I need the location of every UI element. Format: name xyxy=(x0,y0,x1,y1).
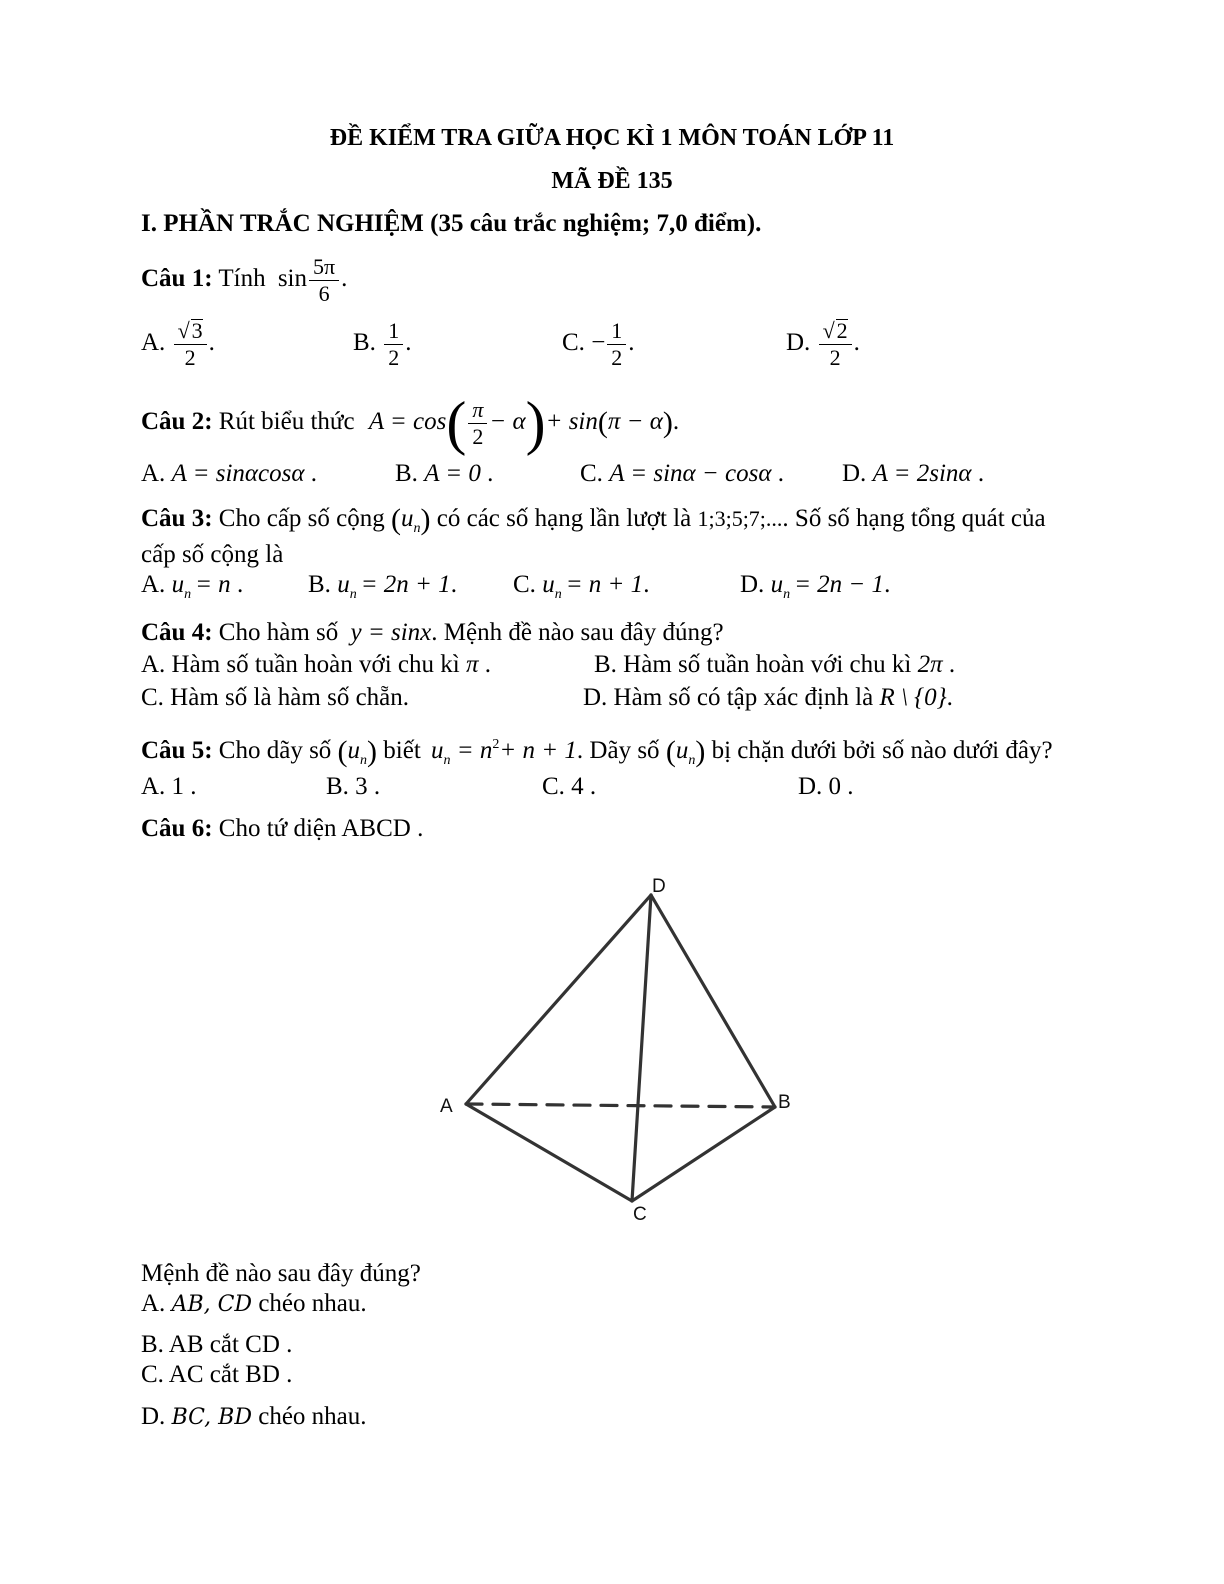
expression-rhs: + sin xyxy=(545,408,598,435)
sequence-terms: 1;3;5;7;... xyxy=(697,506,783,531)
option-expression: A = 0 xyxy=(424,460,481,487)
question-label: Câu 3: xyxy=(141,505,213,532)
question-text: . Dãy số xyxy=(576,737,660,764)
option-expression: = n + 1 xyxy=(565,571,644,598)
fraction-denominator: 2 xyxy=(611,345,623,370)
q6-option-b[interactable]: B. AB cắt CD . xyxy=(141,1331,293,1358)
radicand: 3 xyxy=(191,318,203,343)
fraction-numerator: 1 xyxy=(384,318,403,345)
formula-tail: + n + 1 xyxy=(499,737,577,764)
q4-option-a[interactable]: A. Hàm số tuần hoàn với chu kì π . xyxy=(141,651,492,678)
fraction-denominator: 2 xyxy=(184,345,196,370)
option-letter: B. xyxy=(395,460,425,487)
option-letter: B. xyxy=(308,571,331,598)
exam-code: MÃ ĐỀ 135 xyxy=(551,168,673,194)
option-letter: A. xyxy=(141,460,172,487)
option-text: D. Hàm số có tập xác định là xyxy=(583,684,874,711)
option-letter: A. xyxy=(141,329,166,357)
option-letter: A. xyxy=(141,1290,166,1317)
q1-option-c[interactable]: C. − $\frac{1}{2}$ . xyxy=(562,318,635,370)
option-math: BC, BD xyxy=(171,1405,252,1430)
option-value: R \ {0} xyxy=(879,684,947,711)
minus-sign: − xyxy=(591,329,606,357)
question-text: Cho cấp số cộng xyxy=(218,505,385,532)
edge-cd xyxy=(632,895,651,1201)
q2-option-d[interactable]: D. A = 2sinα . xyxy=(842,460,985,487)
option-letter: D. xyxy=(786,329,811,357)
question-label: Câu 5: xyxy=(141,737,213,764)
q6-option-c[interactable]: C. AC cắt BD . xyxy=(141,1361,293,1388)
left-paren: ( xyxy=(446,390,467,456)
q1-option-a[interactable]: A. $\frac{√3}{2}$ . xyxy=(141,318,215,370)
q6-option-d[interactable] xyxy=(141,1403,367,1431)
q5-option-d[interactable]: D. 0 . xyxy=(798,773,854,800)
question-text: Cho tứ diện ABCD . xyxy=(218,815,424,842)
option-expression: = n xyxy=(195,571,231,598)
vertex-label-b: B xyxy=(778,1092,791,1113)
option-text: A. Hàm số tuần hoàn với chu kì xyxy=(141,651,460,678)
q3-option-b[interactable]: B. $u_n = 2n + 1$. xyxy=(308,571,457,602)
question-2: Câu 2: Rút biểu thức A = cos( $\frac{\pi}{2}$ − α)+ sin(π − α). xyxy=(141,390,680,456)
vertex-label-a: A xyxy=(440,1096,453,1117)
q3-option-c[interactable]: C. $u_n = n + 1$. xyxy=(513,571,650,602)
expression-lhs: A = cos xyxy=(368,408,447,435)
option-text: chéo nhau. xyxy=(258,1290,367,1317)
vertex-label-d: D xyxy=(652,876,666,897)
fraction-numerator: 1 xyxy=(607,318,626,345)
fraction-numerator: π xyxy=(468,397,487,424)
question-text: Tính xyxy=(218,265,266,293)
option-letter: D. xyxy=(740,571,765,598)
edge-ac xyxy=(466,1104,632,1201)
question-label: Câu 2: xyxy=(141,408,213,435)
option-expression: = 2n − 1 xyxy=(794,571,885,598)
q3-option-d[interactable]: D. $u_n = 2n - 1$. xyxy=(740,571,891,602)
left-paren: ( xyxy=(391,503,401,536)
option-letter: D. xyxy=(842,460,873,487)
exam-title: ĐỀ KIỂM TRA GIỮA HỌC KÌ 1 MÔN TOÁN LỚP 11 xyxy=(329,125,895,151)
option-letter: A. xyxy=(141,571,166,598)
q2-option-b[interactable]: B. A = 0 . xyxy=(395,460,494,487)
section-heading: I. PHẦN TRẮC NGHIỆM (35 câu trắc nghiệm; 7,0 điểm). xyxy=(141,210,762,237)
option-value: π xyxy=(465,651,479,678)
q5-option-c[interactable]: C. 4 . xyxy=(542,773,597,800)
edge-ab-hidden xyxy=(466,1104,775,1107)
question-text: biết xyxy=(383,737,421,764)
radicand: 2 xyxy=(836,318,848,343)
option-expression: A = sinα − cosα xyxy=(609,460,772,487)
fraction-denominator: 2 xyxy=(829,345,841,370)
q4-option-d[interactable]: D. Hàm số có tập xác định là R \ {0}. xyxy=(583,684,953,711)
question-text: . Số số hạng tổng quát của xyxy=(782,505,1046,532)
edge-bd xyxy=(651,895,775,1107)
option-expression: A = sinαcosα xyxy=(171,460,305,487)
fraction-numerator: 5π xyxy=(309,254,339,281)
question-text: Cho hàm số xyxy=(218,619,339,646)
question-label: Câu 6: xyxy=(141,815,213,842)
inner-tail: − α xyxy=(489,408,526,435)
option-letter: C. xyxy=(580,460,610,487)
option-letter: B. xyxy=(353,329,376,357)
q2-option-c[interactable]: C. A = sinα − cosα . xyxy=(580,460,784,487)
fraction-denominator: 2 xyxy=(472,423,484,449)
edge-ad xyxy=(466,895,651,1104)
option-letter: C. xyxy=(562,329,585,357)
sin-argument: π − α xyxy=(607,408,663,435)
fraction-denominator: 6 xyxy=(318,281,330,306)
option-text: C. Hàm số là hàm số chẵn. xyxy=(141,684,410,711)
question-label: Câu 1: xyxy=(141,265,213,293)
fraction-denominator: 2 xyxy=(388,345,400,370)
function-expression: y = sinx xyxy=(350,619,432,646)
q1-option-b[interactable]: B. $\frac{1}{2}$ . xyxy=(353,318,412,370)
fraction-numerator: √3 xyxy=(174,318,207,345)
question-label: Câu 4: xyxy=(141,619,213,646)
left-paren: ( xyxy=(597,406,608,439)
option-expression: A = 2sinα xyxy=(872,460,972,487)
option-value: 2π xyxy=(917,651,943,678)
q2-option-a[interactable]: A. A = sinαcosα . xyxy=(141,460,317,487)
option-letter: D. xyxy=(141,1403,166,1430)
right-paren: ) xyxy=(420,503,431,536)
edge-bc xyxy=(632,1107,775,1201)
option-letter: C. xyxy=(513,571,536,598)
question-text: . Mệnh đề nào sau đây đúng? xyxy=(431,619,724,646)
question-text-line2: cấp số cộng là xyxy=(141,541,284,568)
sequence-index: n xyxy=(413,521,421,536)
q1-option-d[interactable]: D. $\frac{√2}{2}$ . xyxy=(786,318,860,370)
sequence-symbol: u xyxy=(401,505,414,532)
q6-option-a[interactable] xyxy=(141,1290,367,1318)
question-6-prompt: Mệnh đề nào sau đây đúng? xyxy=(141,1260,421,1287)
fraction-numerator: √2 xyxy=(819,318,852,345)
question-text: có các số hạng lần lượt là xyxy=(436,505,692,532)
option-expression: = 2n + 1 xyxy=(360,571,451,598)
question-1: Câu 1: Tính sin $\frac{5\pi}{6}$ . xyxy=(141,254,348,306)
option-math: AB, CD xyxy=(171,1292,253,1317)
q3-option-a[interactable]: A. $u_n = n$ . xyxy=(141,571,244,602)
right-paren: ) xyxy=(662,406,673,439)
vertex-label-c: C xyxy=(633,1204,647,1225)
option-text: chéo nhau. xyxy=(258,1403,367,1430)
sin-fn: sin xyxy=(277,265,308,293)
question-text: Cho dãy số xyxy=(218,737,332,764)
question-5: Câu 5: Cho dãy số $(u_n)$ biết $u_n = n^2+ n + 1$. Dãy số $(u_n)$ bị chặn dưới bởi số nào dưới đây? xyxy=(141,735,1053,768)
q5-option-b[interactable]: B. 3 . xyxy=(326,773,381,800)
option-text: B. Hàm số tuần hoàn với chu kì xyxy=(594,651,912,678)
right-paren: ) xyxy=(525,390,546,456)
question-text: bị chặn dưới bởi số nào dưới đây? xyxy=(711,737,1053,764)
question-text: Rút biểu thức xyxy=(218,408,355,435)
q4-option-b[interactable]: B. Hàm số tuần hoàn với chu kì 2π . xyxy=(594,651,956,678)
q5-option-a[interactable]: A. 1 . xyxy=(141,773,197,800)
